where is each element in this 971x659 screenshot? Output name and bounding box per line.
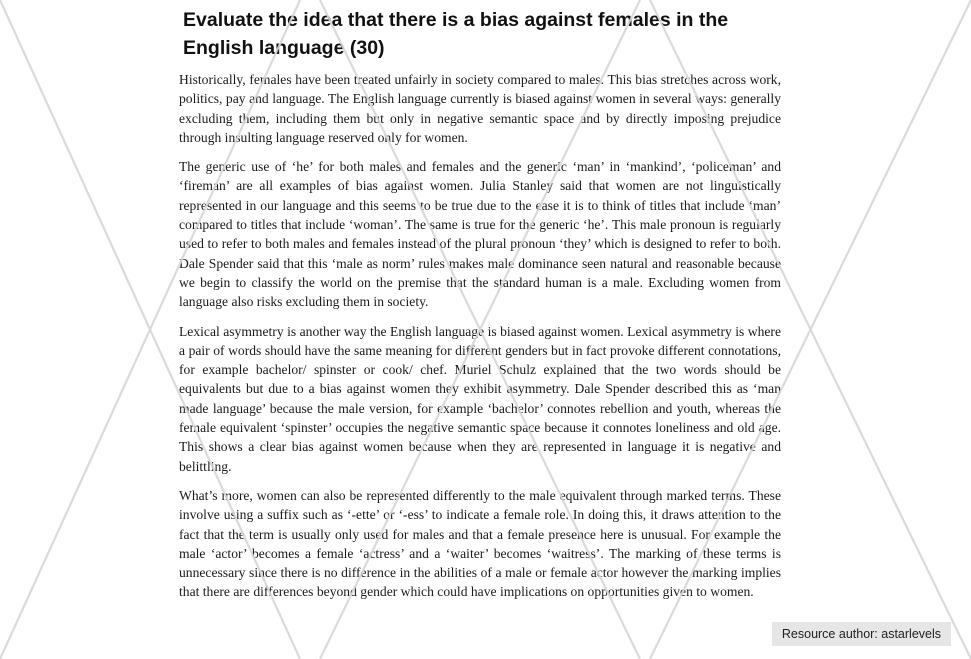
- resource-author-badge: Resource author: astarlevels: [772, 622, 951, 646]
- paragraph-generic-he: The generic use of ‘he’ for both males and females and the generic ‘man’ in ‘mankind’, ‘policeman’ and ‘fireman’ are all examples of bias against women. Julia Stanley said that women are not linguistically represented in our language and this seems to be true due to the ease it is to think of titles that include ‘man’ compared to titles that include ‘woman’. The same is true for the generic ‘he’. This male pronoun is regularly used to refer to both males and females instead of the plural pronoun ‘they’ which is designed to refer to both. Dale Spender said that this ‘male as norm’ rules makes male dominance seen natural and reasonable because we begin to classify the world on the premise that the standard human is a male. Excluding women from language also risks excluding them in society.: [179, 159, 781, 310]
- paragraph-intro: Historically, females have been treated unfairly in society compared to males. This bias stretches across work, politics, pay and language. The English language currently is biased against women in several ways: generally excluding them, including them but only in negative semantic space and by directly imposing prejudice through insulting language reserved only for women.: [179, 72, 781, 145]
- paragraph-lexical-asymmetry: Lexical asymmetry is another way the English language is biased against women. Lexical asymmetry is where a pair of words should have the same meaning for different genders but in fact provoke different connotations, for example bachelor/ spinster or cook/ chef. Muriel Schulz explained that the two words should be equivalents but due to a bias against women they exhibit asymmetry. Dale Spender described this as ‘man made language’ because the male version, for example ‘bachelor’ connotes rebellion and youth, whereas the female equivalent ‘spinster’ occupies the negative semantic space because it connotes loneliness and old age. This shows a clear bias against women because when they are represented in language it is negative and belittling.: [179, 323, 781, 474]
- document-title: Evaluate the idea that there is a bias against females in the English language (30): [183, 9, 729, 59]
- document-page: [179, 6, 781, 612]
- paragraph-marked-terms: What’s more, women can also be represented differently to the male equivalent through marked terms. These involve using a suffix such as ‘-ette’ or ‘-ess’ to indicate a female role. In doing this, it draws attention to the fact that the term is usually only used for males and that a female presence here is unusual. For example the male ‘actor’ becomes a female ‘actress’ and a ‘waiter’ becomes ‘waitress’. The marking of these terms is unnecessary since there is no difference in the abilities of a male or female actor however the marking implies that there are differences beyond gender which could have implications on opportunities given to women.: [179, 487, 781, 600]
